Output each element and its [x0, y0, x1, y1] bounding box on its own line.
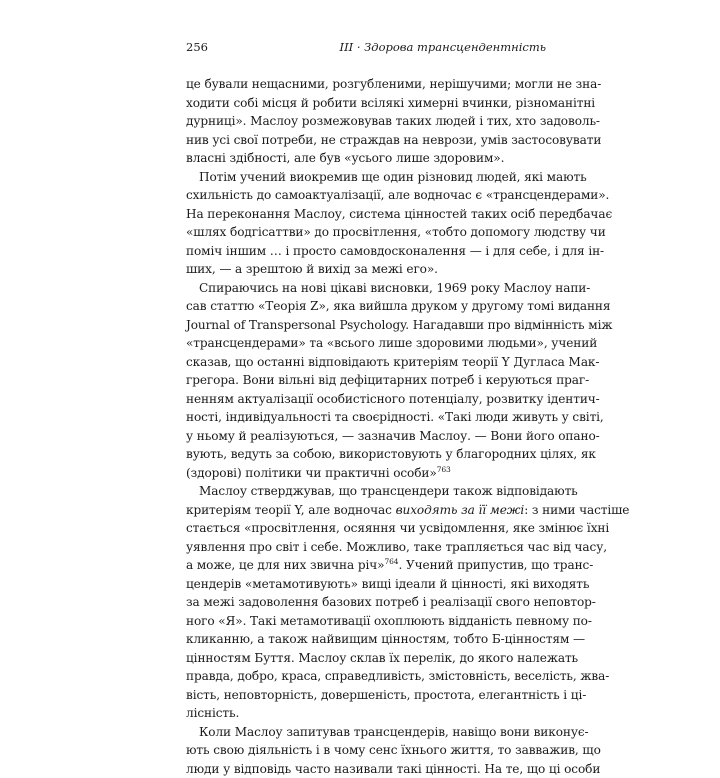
text-line — [186, 556, 538, 575]
text-run: уявлення про світ і себе. Можливо, таке трапляється час від часу, — [186, 540, 607, 554]
text-run: «трансцендерами» та «всього лише здоровими людьми», учений — [186, 336, 597, 350]
text-run: Маслоу стверджував, що трансцендери також відповідають — [199, 484, 578, 498]
text-line — [186, 593, 538, 612]
text-line — [186, 667, 538, 686]
text-run: вують, ведуть за собою, використовують у благородних цілях, як — [186, 447, 596, 461]
text-run: ють свою діяльність і в чому сенс їхнього життя, то завважив, що — [186, 743, 601, 757]
text-line — [186, 279, 538, 298]
text-run: правда, добро, краса, справедливість, змістовність, веселість, жва- — [186, 669, 609, 683]
text-run: ного «Я». Такі метамотивації охоплюють відданість певному по- — [186, 614, 592, 628]
page-number: 256 — [186, 40, 208, 54]
text-line — [186, 612, 538, 631]
text-line — [186, 168, 538, 187]
text-run: цінностям Буття. Маслоу склав їх перелік, до якого належать — [186, 651, 578, 665]
text-line — [186, 408, 538, 427]
text-run: «шлях бодгісаттви» до просвітлення, «тобто допомогу людству чи — [186, 225, 606, 239]
running-title: III · Здорова трансцендентність — [340, 40, 546, 54]
text-run: критеріям теорії Y, але водночас — [186, 503, 396, 517]
text-line — [186, 149, 538, 168]
text-line — [186, 131, 538, 150]
text-run: грегора. Вони вільні від дефіцитарних потреб і керуються праг- — [186, 373, 589, 387]
text-line — [186, 464, 538, 483]
text-line — [186, 741, 538, 760]
text-line — [186, 538, 538, 557]
text-line — [186, 186, 538, 205]
text-run: люди у відповідь часто називали такі цінності. На те, що ці особи — [186, 762, 600, 776]
text-run: ненням актуалізації особистісного потенціалу, розвитку ідентич- — [186, 392, 600, 406]
text-run: за межі задоволення базових потреб і реалізації свого неповтор- — [186, 595, 596, 609]
text-line — [186, 242, 538, 261]
text-line — [186, 427, 538, 446]
text-line — [186, 94, 538, 113]
text-run: це бували нещасними, розгубленими, нерішучими; могли не зна- — [186, 77, 601, 91]
text-line — [186, 334, 538, 353]
text-line — [186, 390, 538, 409]
text-run: сказав, що останні відповідають критеріям теорії Y Дугласа Мак- — [186, 355, 599, 369]
text-run: Потім учений виокремив ще один різновид людей, які мають — [199, 170, 587, 184]
text-run: ності, індивідуальності та своєрідності. «Такі люди живуть у світі, — [186, 410, 604, 424]
text-line — [186, 353, 538, 372]
text-line — [186, 723, 538, 742]
footnote-ref: 764 — [384, 557, 398, 566]
text-line — [186, 630, 538, 649]
text-line — [186, 686, 538, 705]
text-run: а може, це для них звична річ» — [186, 558, 384, 572]
text-run: цендерів «метамотивують» вищі ідеали й цінності, які виходять — [186, 577, 589, 591]
text-line — [186, 575, 538, 594]
text-line — [186, 371, 538, 390]
text-run: ших, — а зрештою й вихід за межі его». — [186, 262, 438, 276]
text-line — [186, 649, 538, 668]
text-run: На переконання Маслоу, система цінностей таких осіб передбачає — [186, 207, 612, 221]
emphasis-text: виходять за її межі — [396, 503, 525, 517]
text-line — [186, 519, 538, 538]
text-run: дурниці». Маслоу розмежовував таких людей і тих, хто задоволь- — [186, 114, 600, 128]
text-line — [186, 223, 538, 242]
text-run: Спираючись на нові цікаві висновки, 1969 року Маслоу напи- — [199, 281, 590, 295]
text-run: стається «просвітлення, осяяння чи усвідомлення, яке змінює їхні — [186, 521, 609, 535]
text-line — [186, 445, 538, 464]
text-line — [186, 297, 538, 316]
text-run: сав статтю «Теорія Z», яка вийшла друком у другому томі видання — [186, 299, 610, 313]
text-run: Journal of Transpersonal Psychology. Нагадавши про відмінність між — [186, 318, 612, 332]
text-run: нив усі свої потреби, не страждав на неврози, умів застосовувати — [186, 133, 601, 147]
text-line — [186, 112, 538, 131]
body-text — [186, 75, 538, 778]
text-run: . Учений припустив, що транс- — [398, 558, 593, 572]
text-line — [186, 316, 538, 335]
text-run: поміч іншим … і просто самовдосконалення — і для себе, і для ін- — [186, 244, 604, 258]
text-run: у ньому й реалізуються, — зазначив Маслоу. — Вони його опано- — [186, 429, 600, 443]
text-run: (здорові) політики чи практичні особи» — [186, 466, 437, 480]
page-header — [186, 40, 546, 58]
text-run: ходити собі місця й робити всілякі химерні вчинки, різноманітні — [186, 96, 595, 110]
text-run: власні здібності, але був «усього лише здоровим». — [186, 151, 504, 165]
text-run: вість, неповторність, довершеність, простота, елегантність і ці- — [186, 688, 586, 702]
text-run: лісність. — [186, 706, 239, 720]
text-run: : з ними частіше — [524, 503, 629, 517]
text-run: Коли Маслоу запитував трансцендерів, навіщо вони виконує- — [199, 725, 589, 739]
text-line — [186, 75, 538, 94]
text-line — [186, 482, 538, 501]
text-line — [186, 501, 538, 520]
text-run: схильність до самоактуалізації, але водночас є «трансцендерами». — [186, 188, 609, 202]
text-line — [186, 260, 538, 279]
text-line — [186, 760, 538, 778]
footnote-ref: 763 — [437, 465, 451, 474]
text-line — [186, 205, 538, 224]
text-run: кликанню, а також найвищим цінностям, тобто Б-цінностям — — [186, 632, 585, 646]
